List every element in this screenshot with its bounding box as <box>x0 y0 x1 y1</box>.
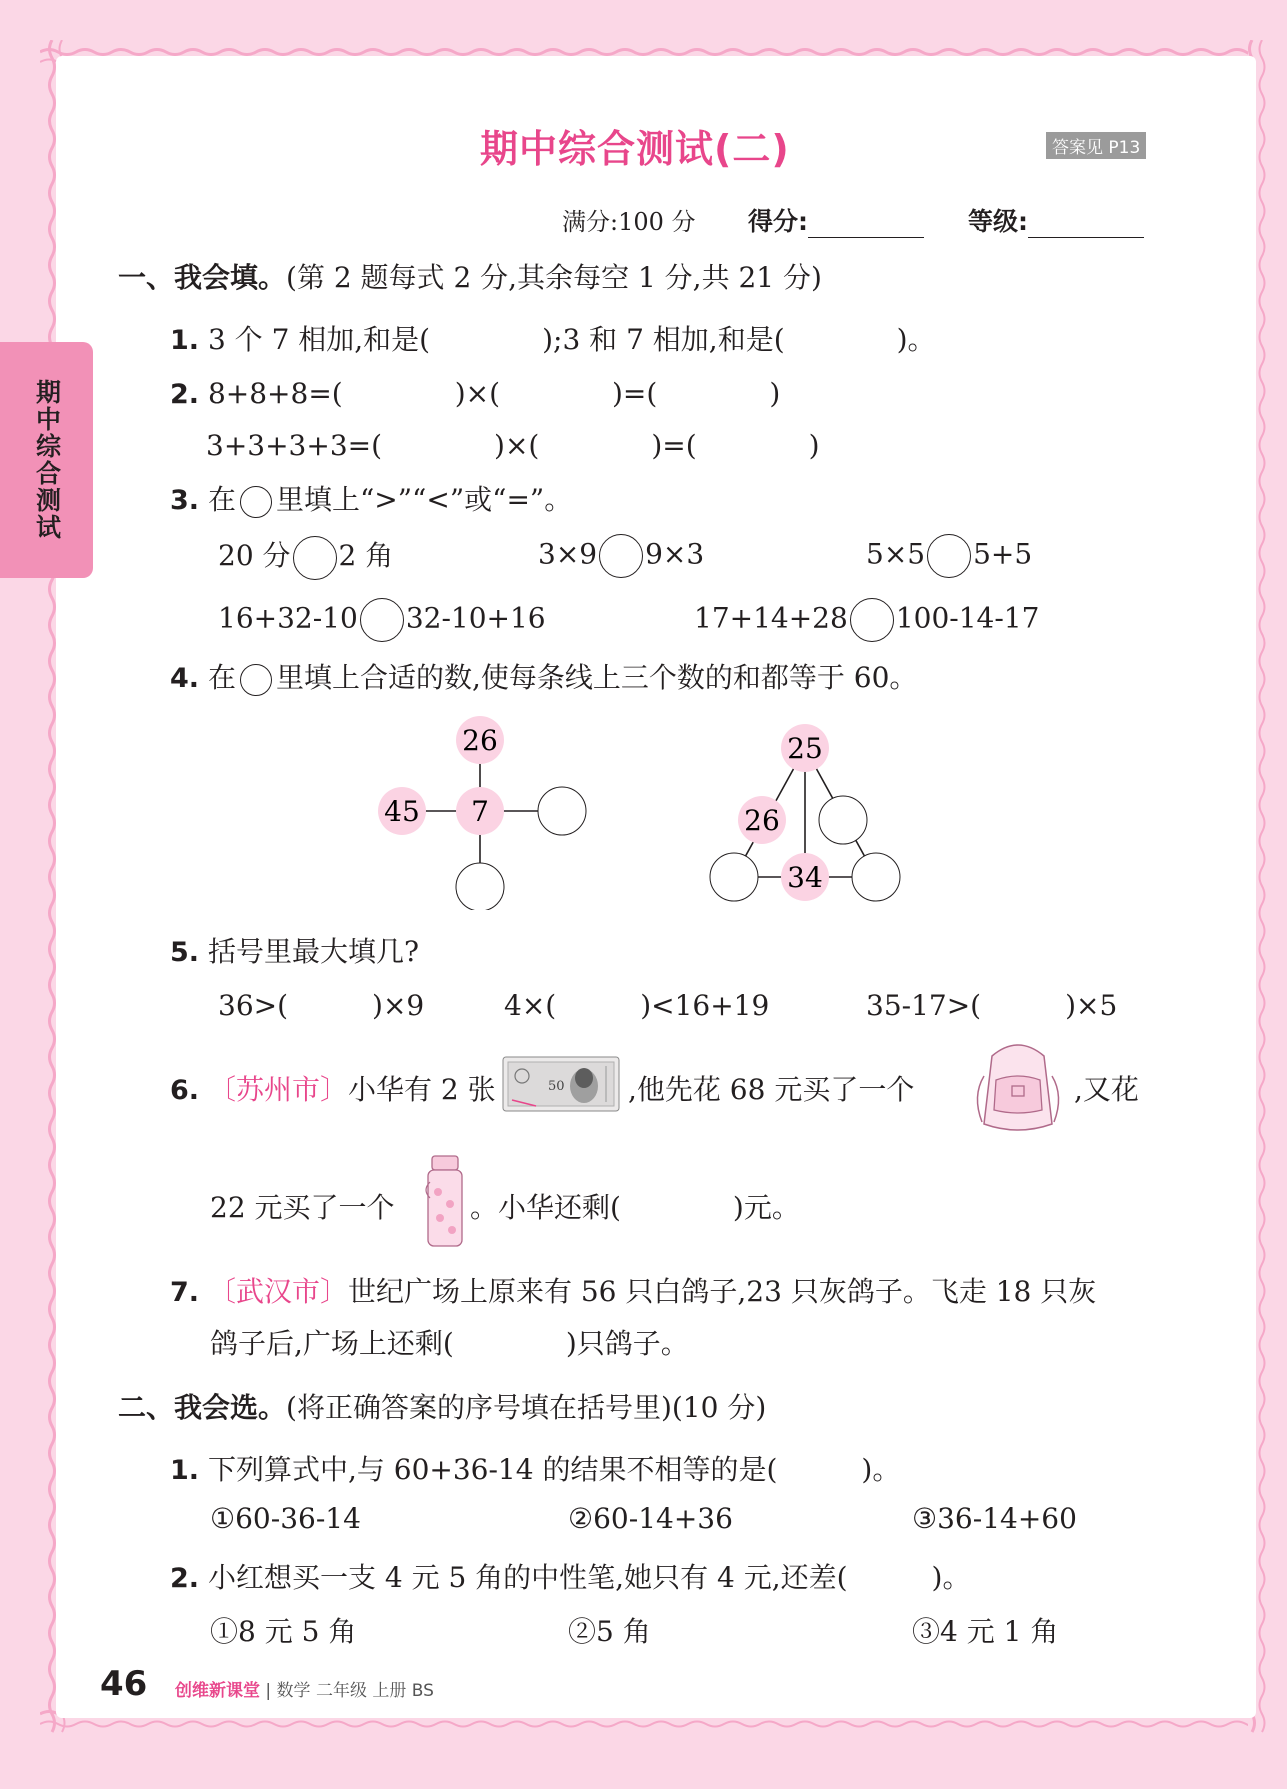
triangle-bottom-mid-value: 34 <box>787 861 823 894</box>
triangle-bottom-left-blank-circle[interactable] <box>710 853 758 901</box>
s1-question-3 <box>170 478 572 518</box>
banknote-value: 50 <box>548 1079 565 1094</box>
compare-left: 16+32-10 <box>218 601 358 635</box>
s1-question-2-line2[interactable]: 3+3+3+3=( )×( )=( ) <box>206 429 820 462</box>
question-number: 1. <box>170 325 200 356</box>
grade-blank[interactable] <box>1028 210 1144 238</box>
region-tag: 〔苏州市〕 <box>207 1073 348 1106</box>
question-number: 7. <box>170 1277 200 1308</box>
q5-item-2[interactable]: 4×( )<16+19 <box>504 989 770 1022</box>
question-number: 2. <box>170 379 200 410</box>
question-number: 3. <box>170 485 200 516</box>
s2-q2-option-2[interactable]: ②5 角 <box>568 1615 651 1648</box>
question-text: 小华有 2 张 <box>347 1073 496 1106</box>
compare-item-2 <box>538 534 704 578</box>
q6-text-3: ,又花 <box>1074 1073 1139 1106</box>
question-text-pre: 在 <box>207 661 236 694</box>
compare-answer-circle[interactable] <box>293 536 337 580</box>
grade-field[interactable] <box>968 202 1144 238</box>
backpack-icon <box>970 1036 1066 1136</box>
footer-info: 创维新课堂 | 数学 二年级 上册 BS <box>175 1681 434 1701</box>
question-text: 小红想买一支 4 元 5 角的中性笔,她只有 4 元,还差( )。 <box>207 1561 971 1594</box>
side-tab-label: 期中综合测试 <box>32 379 62 541</box>
footer-edition: BS <box>411 1681 434 1701</box>
section2-note: (将正确答案的序号填在括号里)(10 分) <box>286 1391 767 1424</box>
footer-volume: 上册 <box>372 1681 407 1701</box>
s2-q2-option-1[interactable]: ①8 元 5 角 <box>210 1615 357 1648</box>
compare-item-1 <box>218 534 393 580</box>
question-text-post: 里填上合适的数,使每条线上三个数的和都等于 60。 <box>275 661 918 694</box>
cross-bottom-blank-circle[interactable] <box>456 863 504 910</box>
s1-question-1[interactable] <box>170 318 936 358</box>
s2-question-2[interactable] <box>170 1556 970 1596</box>
cross-center-value: 7 <box>471 795 489 828</box>
circle-symbol-icon <box>240 486 272 518</box>
compare-left: 5×5 <box>866 537 926 571</box>
cross-number-diagram <box>370 710 600 910</box>
question-text: 世纪广场上原来有 56 只白鸽子,23 只灰鸽子。飞走 18 只灰 <box>347 1275 1097 1308</box>
footer-grade: 二年级 <box>315 1681 367 1701</box>
question-text: 8+8+8=( )×( )=( ) <box>207 377 781 410</box>
question-text: 括号里最大填几? <box>207 935 419 968</box>
banknote-50-yuan-icon <box>502 1056 620 1112</box>
s2-question-1[interactable] <box>170 1448 900 1488</box>
triangle-number-diagram <box>700 720 910 910</box>
grade-label: 等级: <box>968 207 1028 236</box>
score-field[interactable] <box>748 202 924 238</box>
compare-answer-circle[interactable] <box>927 534 971 578</box>
section1-note: (第 2 题每式 2 分,其余每空 1 分,共 21 分) <box>286 261 822 294</box>
s1-question-6-line1 <box>170 1068 496 1108</box>
answer-reference-badge: 答案见 P13 <box>1046 132 1146 159</box>
water-bottle-icon <box>424 1152 468 1250</box>
q6-text-2: ,他先花 68 元买了一个 <box>628 1073 915 1106</box>
s1-question-5 <box>170 930 419 970</box>
s1-question-7-line2[interactable]: 鸽子后,广场上还剩( )只鸽子。 <box>210 1327 689 1360</box>
section2-heading <box>118 1386 766 1426</box>
compare-answer-circle[interactable] <box>599 534 643 578</box>
question-number: 2. <box>170 1563 200 1594</box>
region-tag: 〔武汉市〕 <box>207 1275 348 1308</box>
question-text: 3 个 7 相加,和是( );3 和 7 相加,和是( )。 <box>207 323 936 356</box>
compare-right: 2 角 <box>338 539 394 572</box>
compare-item-5 <box>694 598 1039 642</box>
full-score-text: 满分:100 分 <box>562 208 696 236</box>
page-number: 46 <box>100 1664 148 1704</box>
footer-subject: 数学 <box>276 1681 311 1701</box>
cross-right-blank-circle[interactable] <box>538 787 586 835</box>
q5-item-3[interactable]: 35-17>( )×5 <box>866 989 1118 1022</box>
s1-question-2-line1[interactable] <box>170 372 780 412</box>
question-number: 5. <box>170 937 200 968</box>
compare-answer-circle[interactable] <box>850 598 894 642</box>
compare-right: 5+5 <box>973 537 1033 571</box>
s2-q1-option-1[interactable]: ①60-36-14 <box>210 1502 361 1535</box>
question-text-pre: 在 <box>207 483 236 516</box>
s2-q1-option-2[interactable]: ②60-14+36 <box>568 1502 733 1535</box>
question-text-post: 里填上“>”“<”或“=”。 <box>275 483 573 516</box>
cross-top-value: 26 <box>462 724 498 757</box>
score-blank[interactable] <box>808 210 924 238</box>
page-title: 期中综合测试(二) <box>480 127 790 171</box>
cross-left-value: 45 <box>384 795 420 828</box>
s2-q2-option-3[interactable]: ③4 元 1 角 <box>912 1615 1059 1648</box>
compare-left: 17+14+28 <box>694 601 848 635</box>
q6-text-5[interactable]: 。小华还剩( )元。 <box>470 1191 800 1224</box>
compare-answer-circle[interactable] <box>360 598 404 642</box>
section2-title: 二、我会选。 <box>118 1391 287 1424</box>
footer-brand: 创维新课堂 <box>175 1681 260 1701</box>
triangle-left-mid-value: 26 <box>744 804 780 837</box>
circle-symbol-icon <box>240 664 272 696</box>
question-number: 4. <box>170 663 200 694</box>
side-chapter-tab <box>0 342 93 578</box>
s1-question-7-line1 <box>170 1270 1096 1310</box>
compare-item-3 <box>866 534 1032 578</box>
triangle-right-mid-blank-circle[interactable] <box>819 796 867 844</box>
q6-text-4: 22 元买了一个 <box>210 1191 395 1224</box>
section1-heading <box>118 256 822 296</box>
question-number: 6. <box>170 1075 200 1106</box>
q5-item-1[interactable]: 36>( )×9 <box>218 989 425 1022</box>
question-text: 下列算式中,与 60+36-14 的结果不相等的是( )。 <box>207 1453 901 1486</box>
compare-right: 32-10+16 <box>405 601 546 635</box>
s2-q1-option-3[interactable]: ③36-14+60 <box>912 1502 1077 1535</box>
triangle-top-value: 25 <box>787 732 823 765</box>
compare-left: 20 分 <box>218 539 291 572</box>
compare-left: 3×9 <box>538 537 598 571</box>
section1-title: 一、我会填。 <box>118 261 287 294</box>
score-label: 得分: <box>748 207 808 236</box>
question-number: 1. <box>170 1455 200 1486</box>
s1-question-4 <box>170 656 917 696</box>
compare-right: 100-14-17 <box>895 601 1040 635</box>
compare-right: 9×3 <box>645 537 705 571</box>
triangle-bottom-right-blank-circle[interactable] <box>852 853 900 901</box>
compare-item-4 <box>218 598 546 642</box>
